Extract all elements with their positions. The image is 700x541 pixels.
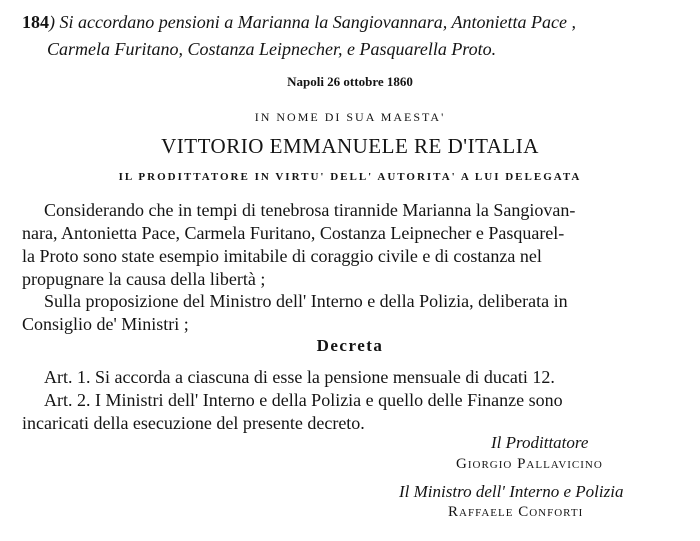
decree-title: Decreta (316, 336, 384, 355)
preamble-line-2: nara, Antonietta Pace, Carmela Furitano, Costanza Leipnecher e Pasquarel- (22, 223, 565, 243)
king-title: VITTORIO EMMANUELE RE D'ITALIA (161, 134, 539, 158)
prodittatore-name: Giorgio Pallavicino (456, 456, 603, 472)
preamble-line-6: Consiglio de' Ministri ; (22, 314, 189, 334)
article-2-line-2: incaricati della esecuzione del presente decreto. (22, 413, 365, 433)
preamble-line-4: propugnare la causa della libertà ; (22, 269, 266, 289)
article-2-line-1: Art. 2. I Ministri dell' Interno e della Polizia e quello delle Finanze sono (44, 390, 563, 410)
ministro-title: Il Ministro dell' Interno e Polizia (399, 482, 624, 501)
article-1: Art. 1. Si accorda a ciascuna di esse la pensione mensuale di ducati 12. (44, 367, 555, 387)
preamble-line-1: Considerando che in tempi di tenebrosa tirannide Marianna la Sangiovan- (44, 200, 576, 220)
summary-text-1: ) Si accordano pensioni a Marianna la Sangiovannara, Antonietta Pace , (49, 12, 576, 32)
summary-line-2: Carmela Furitano, Costanza Leipnecher, e Pasquarella Proto. (47, 39, 497, 59)
date-line: Napoli 26 ottobre 1860 (287, 74, 413, 89)
summary-line-1 (22, 13, 576, 31)
invocation: IN NOME DI SUA MAESTA' (254, 110, 446, 124)
preamble-line-5: Sulla proposizione del Ministro dell' Interno e della Polizia, deliberata in (44, 291, 568, 311)
decree-number: 184 (22, 12, 49, 32)
prodittatore-title: Il Prodittatore (491, 433, 589, 452)
authority-line: IL PRODITTATORE IN VIRTU' DELL' AUTORITA' A LUI DELEGATA (118, 171, 582, 183)
ministro-name: Raffaele Conforti (448, 504, 584, 520)
preamble-line-3: la Proto sono state esempio imitabile di coraggio civile e di costanza nel (22, 246, 542, 266)
